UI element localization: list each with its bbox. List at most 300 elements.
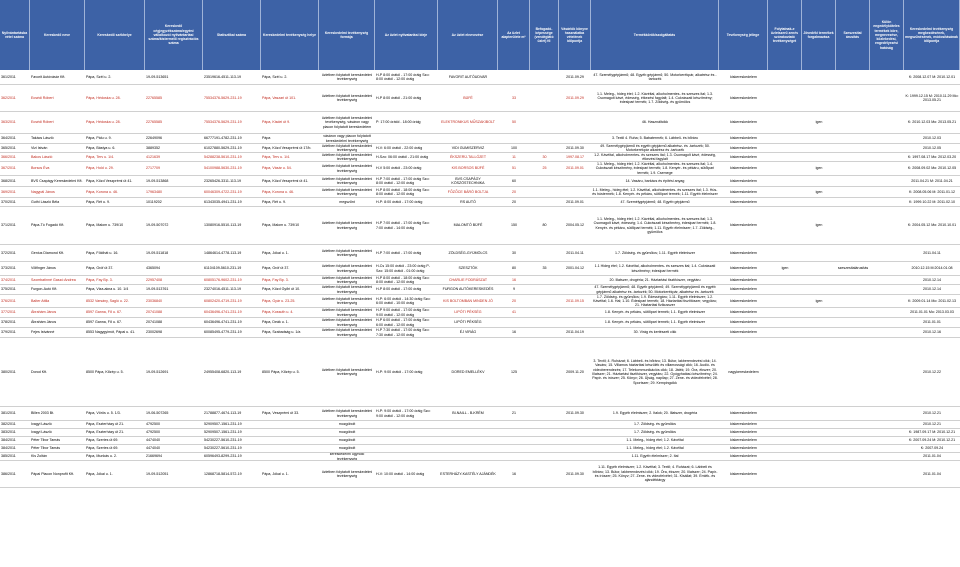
col-company-register: 19-09-511818 <box>146 250 169 255</box>
col-dates: 2011.01.01 <box>923 320 941 325</box>
col-product-groups: 1.11. Egyéb élelmiszer; 1.2. Kávéital; 3. Textil; 4. Ruházat; 6. Lábbeli és bőráru; 13. Bútor, lakberendezési cikk; 19. Óra, ékszer; 20. Illatszer; 24. Papír- és írószer; 25. Könyv; 27. Zene- és videofelvétel; 31. Kisállat; 39. Emlék- és ajándéktárgy <box>592 465 718 483</box>
col-statistical-number: 23265426-3311-113-19 <box>204 178 242 183</box>
col-shop-name: SZESZTÓK <box>458 266 478 271</box>
table-row <box>0 407 960 421</box>
col-product-groups: 1.1 Hideg étel; 1.2. Kávéital, alkoholmentes- és szeszes ital; 1.4. Cukrászati készítmény; édesipari termék <box>594 264 716 273</box>
col-registration-number: 376/2011 <box>1 298 16 303</box>
col-excise-goods: igen <box>815 189 823 194</box>
col-excise-goods <box>802 198 836 206</box>
col-special-permits <box>870 134 904 143</box>
col-product-groups: 1.7. Zöldség- és gyümölcs; 1.11. Egyéb élelmiszer <box>614 250 696 255</box>
col-trader-name: Balter Attila <box>31 298 50 303</box>
table-row <box>0 262 960 276</box>
col-activity-form: üzletben folytatott kereskedelmi tevékenység <box>321 221 373 230</box>
col-special-permits <box>870 407 904 420</box>
col-dates: 2011.01.01 Mo: 2013.03.03 <box>910 310 954 315</box>
col-complaint-book-date: 2011.09.29 <box>566 74 584 79</box>
col-activity-type: kiskereskedelem <box>730 320 757 325</box>
col-trader-seat: Pápa, Földhát u. 16. <box>86 250 119 255</box>
col-activity-place: Pápa, Fay Bp. 3. <box>262 277 289 282</box>
col-product-groups: 1.7. Zöldség- és gyümölcs <box>634 430 676 435</box>
col-capacity: 80 <box>542 223 547 228</box>
col-special-permits <box>870 421 904 428</box>
col-trader-name: Ivagyi László <box>31 422 52 427</box>
col-music-entertainment <box>768 421 802 428</box>
col-activity-place: Pápa, Szél u. 2. <box>262 74 288 79</box>
col-complaint-book-date: 2011.09.15 <box>566 298 584 303</box>
col-complaint-book-date <box>559 318 591 327</box>
table-row <box>0 445 960 453</box>
col-trader-seat: 8597 Ganna, Fő u. 67. <box>86 320 122 325</box>
col-activity-form: mozgóbolt <box>338 430 356 435</box>
table-row <box>0 437 960 445</box>
col-floor-area: 20 <box>512 199 516 204</box>
col-product-groups: 14. Vasáru, barkács és építési anyag <box>625 178 685 183</box>
col-registration-number: 369/2011 <box>1 189 16 194</box>
col-product-groups: 1.1. Meleg-, hideg étel; 1.2. Kávéital, alkoholmentes- és szeszes ital; 1.3. Hús- és hústermék; 1.8. Kenyér- és pékáru, sütőipari termék; 1.11. Egyéb élelmiszer <box>592 187 718 196</box>
col-product-groups: 1.8. Kenyér- és pékáru, sütőipari termék; 1.1. Egyéb élelmiszer <box>604 320 706 325</box>
col-trader-name: Takács László <box>31 136 54 141</box>
col-company-register: 3889352 <box>146 145 160 150</box>
col-complaint-book-date: 2001.04.12 <box>566 266 584 271</box>
col-trader-name: Völfinger János <box>31 266 56 271</box>
col-floor-area: 30 <box>512 250 516 255</box>
col-complaint-book-date <box>559 276 591 284</box>
table-row <box>0 134 960 144</box>
col-shop-name <box>438 134 498 143</box>
col-music-entertainment <box>768 153 802 161</box>
col-excise-goods <box>802 421 836 428</box>
col-company-register: 4365094 <box>146 266 160 271</box>
col-special-permits <box>870 445 904 452</box>
col-trader-name: Ivagyi László <box>31 430 52 435</box>
col-activity-place <box>261 421 319 428</box>
col-excise-goods <box>802 70 836 84</box>
header-dates: Kereskedelmi tevékenység megkezdésének, megszűnésének, módosításának időpontja <box>904 0 960 70</box>
col-special-permits <box>870 207 904 244</box>
col-activity-place: 8500 Pápa, Kőzép u. 5. <box>262 369 300 374</box>
col-shop-name: LIPÓTI PÉKSÉG <box>454 310 482 315</box>
header-alcohol-sale: Szeszesital árusítás <box>836 0 870 70</box>
col-activity-form: üzletben folytatott kereskedelmi tevékenység <box>321 276 373 284</box>
col-shop-name: ESTERHÁZY-KASTÉLY AJÁNDÉK <box>440 471 496 476</box>
col-complaint-book-date: 1997.08.17 <box>566 154 584 159</box>
col-music-entertainment <box>768 245 802 261</box>
col-opening-hours <box>375 445 438 452</box>
table-row <box>0 187 960 198</box>
header-company-register: Kereskedő cégjegyzékszáma/egyéni vállalkozói nyilvántartási száma/kistermelő regisztrációs száma <box>145 0 203 70</box>
table-row <box>0 207 960 245</box>
col-opening-hours: H-P 7:00 órától - 17:00 óráig Szo: 7:00 órától - 14:00 óráig <box>376 221 430 230</box>
col-registration-number: 362/2011 <box>1 95 16 100</box>
col-opening-hours: H-P 8:00 órától - 18:00 óráig Szo: 8:00 órától - 12:00 óráig <box>376 187 430 196</box>
col-complaint-book-date: 2009.11.20 <box>566 369 584 374</box>
col-capacity <box>530 461 559 487</box>
col-special-permits <box>870 295 904 307</box>
col-company-register: 23036840 <box>146 298 162 303</box>
col-company-register: 10119202 <box>146 199 162 204</box>
col-registration-number: 361/2011 <box>1 74 16 79</box>
col-activity-place <box>261 453 319 460</box>
col-trader-name: Vizi István <box>31 145 48 150</box>
col-music-entertainment: igen <box>781 266 789 271</box>
col-registration-number: 383/2011 <box>1 430 16 435</box>
col-activity-type: kiskereskedelem <box>730 298 757 303</box>
header-complaint-book-date: Vásárlók könyve használatba vételének időpontja <box>559 0 591 70</box>
col-music-entertainment <box>768 445 802 452</box>
col-registration-number: 368/2011 <box>1 178 16 183</box>
col-shop-name: FAVORIT AUTÓUDVAR <box>448 74 488 79</box>
col-opening-hours: H-P: 9:00 órától - 17:00 óráig Szo: 9:00 órától - 12:00 óráig <box>376 409 431 418</box>
col-music-entertainment <box>768 144 802 152</box>
header-opening-hours: Az üzlet nyitvatartási ideje <box>375 0 438 70</box>
col-company-register: 4792500 <box>146 422 160 427</box>
col-activity-place: Pápa, Gyár u. 23-25. <box>262 298 296 303</box>
col-trader-name: Szombatinné Gaszó Andrea <box>31 277 76 282</box>
col-statistical-number: 24955408-6820-113-19 <box>204 369 242 374</box>
col-opening-hours: H-V: 6:00 órától - 22:00 óráig <box>376 145 423 150</box>
col-registration-number: 366/2011 <box>1 154 16 159</box>
table-row <box>0 421 960 429</box>
col-special-permits <box>870 429 904 436</box>
col-activity-place: Pápa, Közd Veszprémi út 41. <box>262 178 309 183</box>
col-trader-name: Ábrahám János <box>31 310 57 315</box>
col-activity-type: kiskereskedelem <box>730 422 757 427</box>
table-row <box>0 461 960 488</box>
col-dates: K: 2007.09.24 <box>920 446 944 451</box>
col-opening-hours: H-P 8:00 órától - 17:00 óráig <box>376 287 422 292</box>
col-trader-name: Ecsédi Róbert <box>31 120 54 125</box>
col-statistical-number: 60805176-9602-231-19 <box>204 277 242 282</box>
col-statistical-number: 21788877-4674-113-19 <box>204 411 242 416</box>
col-activity-type: kiskereskedelem <box>730 471 757 476</box>
col-opening-hours <box>375 453 438 460</box>
col-complaint-book-date: 2011.09.30 <box>566 145 584 150</box>
col-floor-area <box>498 437 530 444</box>
col-excise-goods <box>802 461 836 487</box>
col-activity-type: kiskereskedelem <box>730 74 757 79</box>
col-alcohol-sale <box>836 318 870 327</box>
col-alcohol-sale <box>836 407 870 420</box>
col-trader-seat: Pápa, Munkás u. 2. <box>86 454 117 459</box>
col-activity-form: üzletben folytatott kereskedelmi tevékenység <box>321 187 373 196</box>
col-shop-name: CHARLIE FODRÁSZAT <box>448 277 488 282</box>
col-floor-area <box>498 318 530 327</box>
col-trader-seat: Pápa, Malom u. 739/10 <box>86 223 124 228</box>
col-complaint-book-date: 2011.09.30 <box>566 411 584 416</box>
col-floor-area <box>498 70 530 84</box>
col-special-permits <box>870 328 904 337</box>
col-registration-number: 379/2011 <box>1 330 16 335</box>
col-registration-number: 374/2011 <box>1 277 16 282</box>
table-row <box>0 328 960 338</box>
table-row <box>0 429 960 437</box>
col-registration-number: 384/2011 <box>1 446 16 451</box>
col-company-register: 19-09-512691 <box>146 369 169 374</box>
col-statistical-number: 14864614-4778-113-19 <box>204 250 242 255</box>
col-shop-name: KIS BOLTOMBAN MINDEN JÓ <box>443 298 493 303</box>
col-activity-type: kiskereskedelem <box>730 145 757 150</box>
col-activity-place: Pápa, Korona u. 46. <box>262 189 294 194</box>
col-special-permits <box>870 285 904 294</box>
col-shop-name: BVS CSAPÁGY KÖSZÖSTECHNIKA <box>451 176 485 185</box>
col-excise-goods <box>802 276 836 284</box>
col-alcohol-sale <box>836 295 870 307</box>
col-statistical-number: 60046309-4722-231-19 <box>204 189 242 194</box>
col-activity-form: üzletben folytatott kereskedelmi tevékenység <box>321 72 373 81</box>
col-shop-name <box>438 421 498 428</box>
table-row <box>0 338 960 407</box>
header-product-groups: Termékkörök/szolgáltatás <box>591 0 719 70</box>
col-floor-area: 21 <box>512 411 516 416</box>
col-capacity <box>530 187 559 197</box>
col-alcohol-sale: szeszesitalárusítás <box>837 266 869 271</box>
col-dates: 2010.12.16 <box>923 330 941 335</box>
col-trader-seat: Pápa, Rét u. 9. <box>86 199 110 204</box>
col-capacity <box>530 421 559 428</box>
col-registration-number: 365/2011 <box>1 145 16 150</box>
table-row <box>0 453 960 461</box>
col-music-entertainment <box>768 318 802 327</box>
col-dates: 2011.04.21 M: 2011.04.21 <box>911 178 953 183</box>
col-trader-seat: Pápa, Pálu u. 9. <box>86 136 112 141</box>
col-activity-type: kiskereskedelem <box>730 223 757 228</box>
col-floor-area: 9 <box>513 287 515 292</box>
col-statistical-number: 60596493-8299-231-19 <box>204 454 242 459</box>
col-capacity <box>530 407 559 420</box>
col-trader-name: Borsos Éva <box>31 166 50 171</box>
col-registration-number: 370/2011 <box>1 199 16 204</box>
col-trader-name: Bakos László <box>31 154 53 159</box>
col-company-register: 20741088 <box>146 320 162 325</box>
col-excise-goods <box>802 308 836 317</box>
col-trader-seat: Pápa, Eszterházy út 21. <box>86 430 125 435</box>
col-trader-name: Nagypál János <box>31 189 55 194</box>
col-trader-seat: 8500 Pápa, Kőzép u. 5. <box>86 369 124 374</box>
col-alcohol-sale <box>836 338 870 406</box>
col-opening-hours: H-P 7:30 órától - 17:00 óráig Szo: 7:30 órától - 12:00 óráig <box>376 328 430 337</box>
col-capacity <box>530 144 559 152</box>
col-product-groups: 1.7. Zöldség- és gyümölcs <box>634 422 676 427</box>
header-registration-number: Nyilvántartásba vétel száma <box>0 0 30 70</box>
col-dates: K: 2008.12.07 M: 2010.12.01 <box>908 74 956 79</box>
col-music-entertainment <box>768 207 802 244</box>
col-activity-form: üzletben folytatott kereskedelmi tevékenység <box>321 409 373 418</box>
col-alcohol-sale <box>836 187 870 197</box>
col-capacity: 30 <box>542 154 547 159</box>
col-statistical-number: 75534376-5629-231-19 <box>204 95 242 100</box>
col-activity-place: Pápa, Veszprémi út 33. <box>262 411 300 416</box>
col-activity-type: kiskereskedelem <box>730 330 757 335</box>
col-product-groups: 47. Személygépjármű; 48. Egyéb gépjármű; 49. Személygépjármű és egyéb gépjármű alkatrész és -tartozék; 50. Motorkerékpár, alkatrész és -tartozék <box>594 285 716 294</box>
col-capacity <box>530 308 559 317</box>
col-activity-form: üzletben folytatott kereskedelmi tevékenység <box>321 318 373 327</box>
col-floor-area <box>498 429 530 436</box>
col-statistical-number: 54230227-5610-231-19 <box>204 446 242 451</box>
col-floor-area: 125 <box>511 369 517 374</box>
col-product-groups: 1.8. Kenyér- és pékáru, sütőipari termék; 1.1. Egyéb élelmiszer <box>604 310 706 315</box>
col-activity-place: Pápa, Közd Veszprémi út 17/b. <box>262 145 312 150</box>
table-row <box>0 308 960 318</box>
col-floor-area: 20 <box>512 298 516 303</box>
col-special-permits <box>870 262 904 275</box>
col-statistical-number: 61343035-4941-231-19 <box>204 199 242 204</box>
col-shop-name: ELEKTRONIKUS MŰSZAKIBOLT <box>441 120 495 125</box>
col-activity-type: kiskereskedelem <box>730 199 757 204</box>
col-special-permits <box>870 112 904 133</box>
col-activity-place <box>261 429 319 436</box>
col-opening-hours: H-P 7:00 órától - 17:00 óráig Szo: 8:00 órától - 12:00 óráig <box>376 176 430 185</box>
col-activity-form: üzletben folytatott kereskedelmi tevékenység <box>321 285 373 294</box>
col-activity-place: Pápa, Vaszari út 101. <box>262 95 297 100</box>
col-company-register: 22957408 <box>146 277 162 282</box>
col-statistical-number: 54230227-5610-231-19 <box>204 438 242 443</box>
col-dates: K: 1997.08.17 Mo: 2012.03.20 <box>907 154 957 159</box>
col-activity-form: üzletben folytatott kereskedelmi tevékenység <box>321 264 373 273</box>
col-statistical-number: 60436496-4741-231-19 <box>204 320 242 325</box>
col-product-groups: 1.1. Meleg-, hideg étel; 1.2. Kávéital, alkoholmentes- és szeszes ital; 1.4. Cukrászati készítmény, édesipari termék; 1.8. Kenyér- és pékáru, sütőipari termék; 1.9. Csemege <box>595 162 715 175</box>
col-trader-seat: Pápa, Közd Veszprémi út 41. <box>86 178 133 183</box>
col-alcohol-sale <box>836 144 870 152</box>
col-registration-number: 367/2011 <box>1 166 16 171</box>
col-trader-name: Pápai Piacon Nonprofit Kft. <box>31 471 75 476</box>
col-trader-seat: Pápa, Bástya u. 6. <box>86 145 116 150</box>
col-dates: K: 2008.09.02 Mo: 2010.12.05 <box>907 166 957 171</box>
header-trader-seat: Kereskedő székhelye <box>85 0 145 70</box>
col-special-permits <box>870 338 904 406</box>
col-product-groups: 1.1. Meleg-, hideg étel; 1.2. Kávéital, alkoholmentes- és szeszes ital; 1.3. Csomagolt kávé, édesség; 1.4. Cukrászati készítmény, édesipari termék; 1.8. Kenyér- és pékáru, sütőipari termék; 1.11. Egyéb élelmiszer; 1.7. Zöldség-, gyümölcs <box>593 216 717 234</box>
col-capacity <box>530 176 559 186</box>
col-shop-name: RS AUTÓ <box>460 199 476 204</box>
table-row <box>0 318 960 328</box>
col-activity-type: kiskereskedelem <box>730 266 757 271</box>
col-shop-name: ÉKSZERÜ-TALLÓZET <box>449 154 487 159</box>
col-dates: K: 2004.05.12 Mo: 2010.10.01 <box>907 223 957 228</box>
col-statistical-number: 23519616-4511-113-19 <box>204 74 242 79</box>
col-complaint-book-date <box>559 308 591 317</box>
col-dates: K: 1999.12.15 M: 2010.11.29 Mo: 2013.05.21 <box>905 93 959 102</box>
col-opening-hours <box>375 421 438 428</box>
col-capacity: 25 <box>542 166 547 171</box>
col-opening-hours <box>375 437 438 444</box>
col-complaint-book-date: 2011.04.19 <box>566 330 584 335</box>
col-alcohol-sale <box>836 70 870 84</box>
col-alcohol-sale <box>836 176 870 186</box>
col-registration-number: 380/2011 <box>1 369 16 374</box>
col-special-permits <box>870 198 904 206</box>
col-activity-type: kiskereskedelem <box>730 438 757 443</box>
col-shop-name: KIS BORSOS BÜFÉ <box>451 166 485 171</box>
col-excise-goods <box>802 245 836 261</box>
col-trader-seat: Pápa, Fay Bp. 3. <box>86 277 113 282</box>
col-registration-number: 372/2011 <box>1 250 16 255</box>
col-activity-type: kiskereskedelem <box>730 120 757 125</box>
col-trader-seat: Pápa, Hold u. 29. <box>86 166 114 171</box>
col-floor-area: 16 <box>512 471 516 476</box>
col-excise-goods <box>802 144 836 152</box>
col-dates: 2010.12.05 <box>923 145 941 150</box>
col-shop-name: ZÖLDSÉG-GYÜMÖLCS <box>448 250 488 255</box>
col-activity-place: Pápa, Szabadság u. 1/a <box>262 330 301 335</box>
col-company-register: 4792500 <box>146 430 160 435</box>
col-registration-number: 382/2011 <box>1 422 16 427</box>
col-excise-goods: igen <box>815 223 823 228</box>
col-alcohol-sale <box>836 198 870 206</box>
header-activity-type: Tevékenység jellege <box>719 0 768 70</box>
col-music-entertainment <box>768 338 802 406</box>
col-company-register: 17963480 <box>146 189 162 194</box>
col-trader-name: Kis Zoltán <box>31 454 47 459</box>
col-trader-seat: Pápa, Viza-akna u. 10. 1/4 <box>86 287 129 292</box>
col-company-register: 4121639 <box>146 154 160 159</box>
col-activity-type: kiskereskedelem <box>730 178 757 183</box>
col-special-permits <box>870 162 904 175</box>
col-registration-number: 364/2011 <box>1 136 16 141</box>
col-special-permits <box>870 85 904 111</box>
col-activity-place: Pápa, Vásár u. 54. <box>262 166 292 171</box>
col-registration-number: 385/2011 <box>1 454 16 459</box>
col-alcohol-sale <box>836 245 870 261</box>
col-complaint-book-date: 2004.05.12 <box>566 223 584 228</box>
col-product-groups: 1.2. Kávéital, alkoholmentes- és szeszes ital; 1.3. Csomagolt kávé, édesség, étkezési fagylalt <box>594 153 716 161</box>
col-opening-hours: H-P: 9:00 órától - 17:00 óráig <box>376 369 423 374</box>
col-complaint-book-date: 2011.09.01 <box>566 199 584 204</box>
col-trader-name: Furgon-Autó Kft. <box>31 287 58 292</box>
col-dates: 2010.12.03 <box>923 136 941 141</box>
col-activity-type: kiskereskedelem <box>730 189 757 194</box>
col-alcohol-sale <box>836 437 870 444</box>
col-complaint-book-date <box>559 187 591 197</box>
col-floor-area: 80 <box>512 266 516 271</box>
col-music-entertainment <box>768 112 802 133</box>
col-opening-hours: H-V: 10:00 órától - 14:00 óráig <box>376 471 425 476</box>
col-activity-form: megszűnt <box>339 199 355 204</box>
col-company-register: 20741088 <box>146 310 162 315</box>
col-excise-goods <box>802 338 836 406</box>
col-product-groups: 1.1. Meleg-, hideg étel; 1.2. Kávéital <box>626 438 684 443</box>
col-capacity <box>530 318 559 327</box>
col-complaint-book-date <box>559 429 591 436</box>
col-activity-type: kiskereskedelem <box>730 277 757 282</box>
col-registration-number: 377/2011 <box>1 310 16 315</box>
col-trader-name: Favorit Autóvásár Kft. <box>31 74 66 79</box>
col-company-register: 22649096 <box>146 136 162 141</box>
col-activity-form: mozgóbolt <box>338 438 356 443</box>
table-row <box>0 153 960 162</box>
col-company-register: 2717709 <box>146 166 160 171</box>
table-row <box>0 276 960 285</box>
col-trader-seat: 8553 Nagygyimót, Pápai u. 41. <box>86 330 136 335</box>
col-excise-goods <box>802 445 836 452</box>
col-shop-name <box>438 437 498 444</box>
col-dates: 2010.12.14 <box>923 277 941 282</box>
col-trader-name: Péter Tibor Tamás <box>31 446 61 451</box>
col-shop-name: FURGON AUTÓKERESKEDÉS <box>442 287 494 292</box>
col-floor-area: 60 <box>512 178 516 183</box>
col-shop-name: FŐZŐCE BÁRÓ BOLTJA <box>447 189 489 194</box>
col-special-permits <box>870 176 904 186</box>
header-excise-goods: Jövedéki termékek forgalmazása <box>802 0 836 70</box>
col-activity-place <box>261 445 319 452</box>
col-capacity: 35 <box>542 266 547 271</box>
col-music-entertainment <box>768 85 802 111</box>
col-company-register: 4474040 <box>146 438 160 443</box>
col-trader-name: BVS Csapágy Kereskedelmi Kft. <box>31 178 83 183</box>
col-alcohol-sale <box>836 453 870 460</box>
col-complaint-book-date <box>559 445 591 452</box>
col-opening-hours: H-P: 6:00 órától - 14:30 óráig Szo: 6:00 órától - 10:00 óráig <box>376 296 431 305</box>
col-dates: 2010.12.14 <box>923 287 941 292</box>
